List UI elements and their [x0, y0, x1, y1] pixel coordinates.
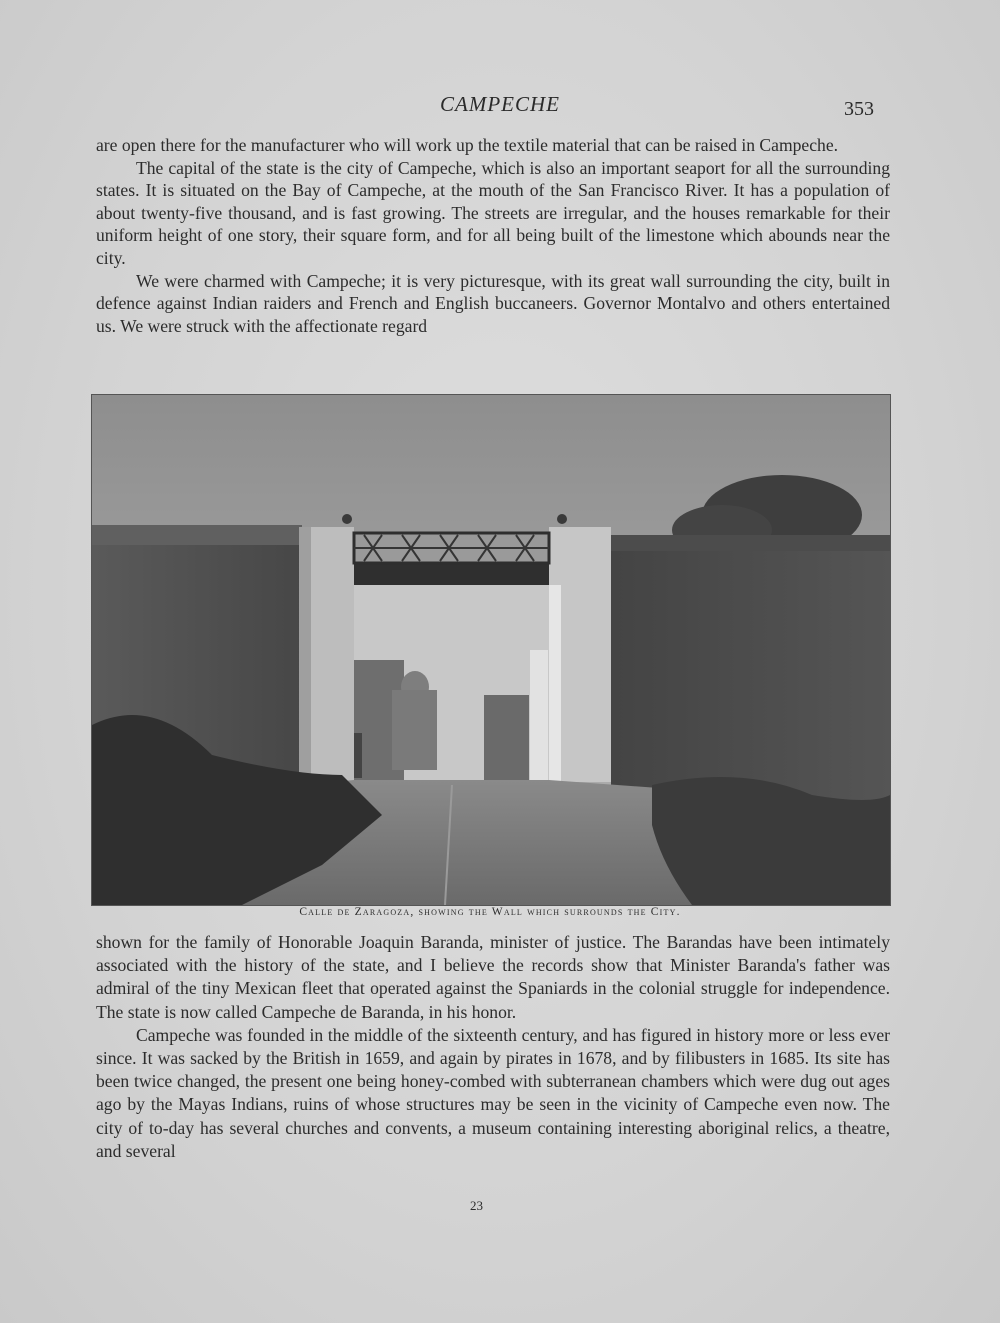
paragraph: are open there for the manufacturer who will work up the textile material that can be raised in Campeche.: [96, 135, 839, 155]
running-head-title: CAMPECHE: [440, 92, 560, 116]
paragraph: shown for the family of Honorable Joaquin Baranda, minister of justice. The Barandas have been intimately associated with the history of the state, and I believe the records show that Minister Baranda's father was admiral of the tiny Mexican fleet that operated against the Spaniards in the colonial struggle for independence. The state is now called Campeche de Baranda, in his honor.: [96, 932, 890, 1022]
body-text-top: [96, 134, 890, 337]
page-number: 353: [844, 98, 874, 120]
body-text-bottom: [96, 931, 890, 1163]
photograph-city-wall-gate: [91, 394, 891, 906]
paragraph: We were charmed with Campeche; it is very picturesque, with its great wall surrounding the city, built in defence against Indian raiders and French and English buccaneers. Governor Montalvo and others entertained us. We were struck with the affectionate regard: [96, 270, 890, 336]
figure-caption: Calle de Zaragoza, showing the Wall which surrounds the City.: [299, 906, 681, 918]
paragraph: Campeche was founded in the middle of the sixteenth century, and has figured in history more or less ever since. It was sacked by the British in 1659, and again by pirates in 1678, and by filibusters in 1685. Its site has been twice changed, the present one being honey-combed with subterranean chambers which were dug out ages ago by the Mayas Indians, ruins of whose structures may be seen in the vicinity of Campeche even now. The city of to-day has several churches and convents, a museum containing interesting aboriginal relics, a theatre, and several: [96, 1024, 890, 1161]
signature-mark: 23: [470, 1198, 483, 1213]
paragraph: The capital of the state is the city of Campeche, which is also an important seaport for all the surrounding states. It is situated on the Bay of Campeche, at the mouth of the San Francisco River. It has a population of about twenty-five thousand, and is fast growing. The streets are irregular, and the houses remarkable for their uniform height of one story, their square form, and for all being built of the limestone which abounds near the city.: [96, 157, 890, 268]
